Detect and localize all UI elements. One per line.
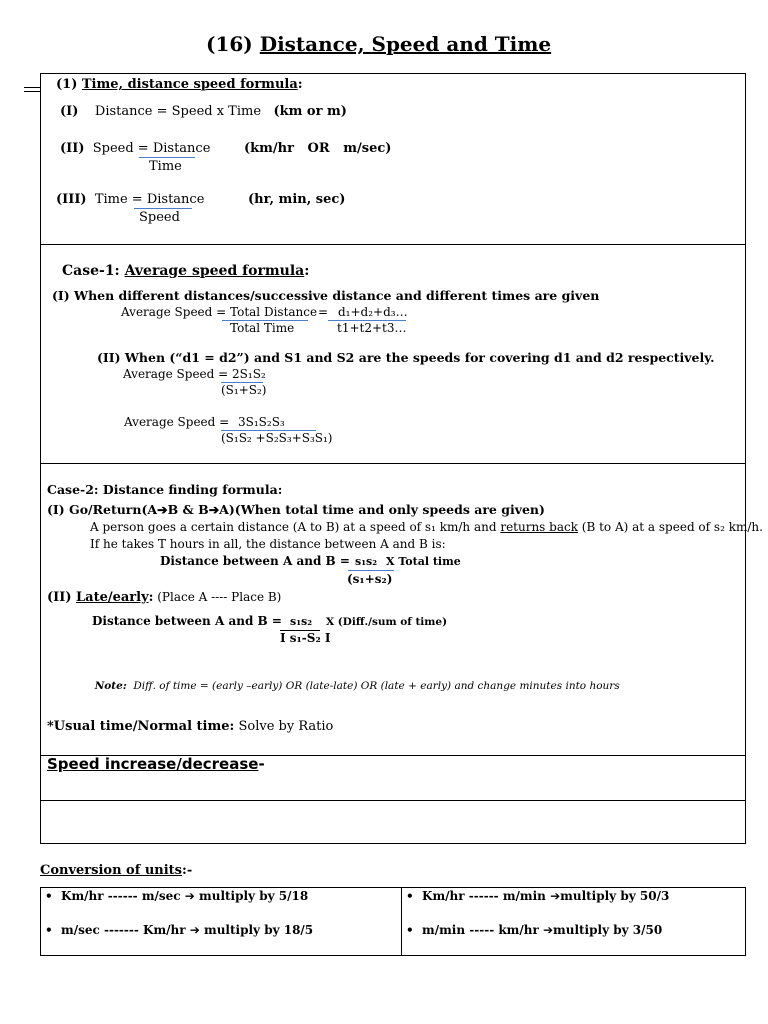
- conversion-cell: • Km/hr ------ m/min ➔multiply by 50/3: [406, 889, 670, 903]
- page-title: [206, 32, 551, 56]
- avg3-lhs: Average Speed =: [124, 415, 230, 429]
- avg1-den: Total Time: [230, 321, 295, 335]
- dist1-lhs: Distance between A and B =: [160, 554, 350, 568]
- avg3-num: 3S₁S₂S₃: [238, 415, 285, 429]
- avg2-den: (S₁+S₂): [221, 383, 267, 397]
- title-text: Distance, Speed and Time: [259, 32, 552, 56]
- note: Note: Diff. of time = (early –early) OR (late-late) OR (late + early) and change minutes into hours: [94, 680, 620, 692]
- fraction-bar: [348, 570, 394, 571]
- case2-description: A person goes a certain distance (A to B) at a speed of s₁ km/h and returns back (B to A) at a speed of s₂ km/h.: [90, 520, 763, 534]
- time-unit: (hr, min, sec): [248, 192, 346, 207]
- avg1-lhs: Average Speed = Total Distance: [121, 305, 318, 319]
- formula-time: (III) Time = Distance: [56, 192, 205, 207]
- conversion-cell: • m/sec ------- Km/hr ➔ multiply by 18/5: [45, 923, 314, 937]
- dist1-den: (s₁+s₂): [347, 572, 393, 586]
- arrow-icon: ➔: [550, 889, 561, 903]
- avg1-den2: t1+t2+t3…: [337, 321, 407, 335]
- arrow-icon: ➔: [542, 923, 554, 937]
- time-denominator: Speed: [139, 210, 180, 225]
- dist2-x: X (Diff./sum of time): [326, 616, 448, 628]
- usual-time: *Usual time/Normal time: Solve by Ratio: [47, 719, 334, 734]
- late-early-heading: (II) Late/early: (Place A ---- Place B): [47, 590, 282, 605]
- case1-heading: Case-1: Average speed formula:: [62, 263, 310, 279]
- dist1-x: X Total time: [386, 555, 461, 568]
- formula-distance: (I) Distance = Speed x Time (km or m): [60, 104, 347, 119]
- speed-unit: (km/hr OR m/sec): [244, 141, 392, 156]
- avg2-lhs: Average Speed = 2S₁S₂: [123, 367, 266, 381]
- case2-description-2: If he takes T hours in all, the distance between A and B is:: [90, 537, 446, 551]
- dist1-num: s₁s₂: [355, 555, 378, 568]
- fraction-bar: [139, 157, 195, 158]
- divider: [40, 800, 746, 801]
- divider: [40, 244, 746, 245]
- conversion-heading: Conversion of units:-: [40, 863, 193, 878]
- avg1-eq: =: [318, 305, 329, 319]
- avg1-num2: d₁+d₂+d₃…: [338, 305, 408, 319]
- dist2-num: s₁s₂: [290, 615, 313, 628]
- avg3-den: (S₁S₂ +S₂S₃+S₃S₁): [221, 431, 333, 445]
- speed-change-heading: Speed increase/decrease-: [47, 755, 265, 773]
- arrow-icon: ➔: [184, 889, 195, 903]
- case1-part1: (I) When different distances/successive distance and different times are given: [52, 288, 600, 303]
- margin-mark: [24, 91, 40, 92]
- go-return-heading: (I) Go/Return(A➔B & B➔A)(When total time and only speeds are given): [47, 502, 545, 517]
- margin-mark: [24, 87, 40, 88]
- case2-heading: Case-2: Distance finding formula:: [47, 482, 283, 497]
- conversion-divider: [401, 887, 402, 956]
- case1-part2: (II) When (“d1 = d2”) and S1 and S2 are the speeds for covering d1 and d2 respectively.: [97, 350, 715, 365]
- arrow-icon: ➔: [189, 923, 200, 937]
- dist2-lhs: Distance between A and B =: [92, 614, 282, 628]
- section1-heading: (1) Time, distance speed formula:: [56, 77, 303, 92]
- fraction-bar: [134, 208, 192, 209]
- conversion-cell: • m/min ----- km/hr ➔multiply by 3/50: [406, 923, 663, 937]
- divider: [40, 463, 746, 464]
- conversion-cell: • Km/hr ------ m/sec ➔ multiply by 5/18: [45, 889, 309, 903]
- formula-speed: (II) Speed = Distance: [60, 141, 211, 156]
- dist2-den: I s₁-S₂ I: [280, 631, 331, 645]
- title-number: (16): [206, 32, 253, 56]
- speed-denominator: Time: [149, 159, 182, 174]
